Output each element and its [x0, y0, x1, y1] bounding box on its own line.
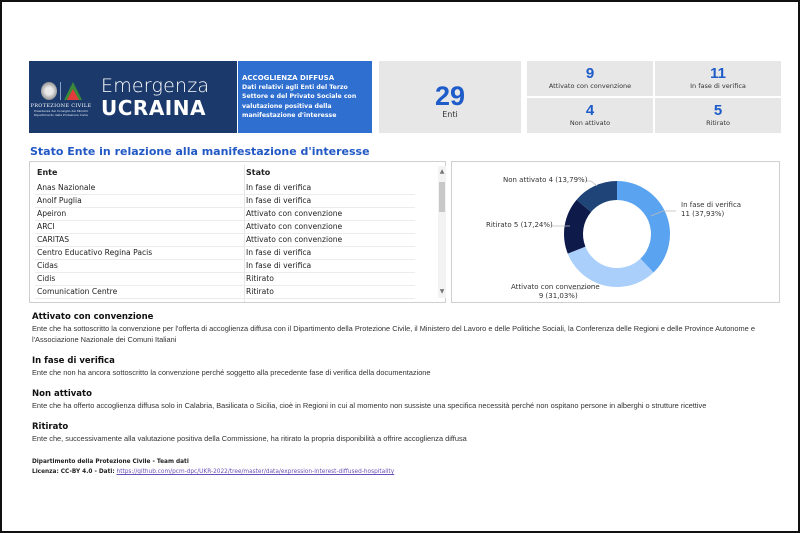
table-row[interactable] — [35, 247, 415, 260]
logo-divider — [60, 82, 61, 100]
title-line2: UCRAINA — [101, 96, 206, 120]
cell-stato: In fase di verifica — [246, 196, 312, 205]
description-box — [238, 61, 372, 133]
logo-org-sub2: Dipartimento della Protezione Civile — [34, 112, 88, 117]
cell-stato: Attivato con convenzione — [246, 235, 343, 244]
legend-title: In fase di verifica — [32, 356, 115, 366]
scroll-thumb[interactable] — [439, 182, 445, 212]
scroll-down-arrow-icon[interactable]: ▼ — [439, 288, 445, 295]
donut-slice-verifica[interactable] — [617, 181, 670, 272]
section-title: Stato Ente in relazione alla manifestazione d'interesse — [30, 145, 370, 158]
status-donut-chart — [451, 161, 780, 303]
cell-stato: Ritirato — [246, 287, 274, 296]
cell-ente: ARCI — [37, 222, 55, 231]
cell-stato: In fase di verifica — [246, 248, 312, 257]
kpi-total-value: 29 — [434, 81, 466, 111]
enti-table[interactable] — [29, 161, 446, 303]
table-row[interactable] — [35, 286, 415, 299]
chart-label-ritirato: Ritirato 5 (17,24%) — [486, 221, 553, 229]
table-row[interactable] — [35, 273, 415, 286]
logo-org-sub1: Presidenza del Consiglio dei Ministri — [34, 108, 88, 113]
kpi-label: Non attivato — [569, 119, 611, 127]
cell-stato: Attivato con convenzione — [246, 222, 343, 231]
legend-text: Ente che, successivamente alla valutazione positiva della Commissione, ha ritirato la propria disponibilità a offrire accoglienza diffusa — [32, 434, 467, 443]
protezione-civile-logo — [29, 61, 93, 133]
cell-ente: Cidas — [37, 261, 58, 270]
protezione-civile-triangle-icon — [64, 82, 82, 100]
kpi-value: 5 — [713, 102, 723, 119]
legend-title: Ritirato — [32, 422, 69, 432]
legend-non-attivato — [32, 389, 792, 411]
footer-credit: Dipartimento della Protezione Civile - Team dati — [32, 459, 189, 465]
table-row[interactable] — [35, 234, 415, 247]
kpi-label: In fase di verifica — [690, 82, 746, 90]
donut-slice-attivato[interactable] — [568, 247, 654, 287]
legend-title: Attivato con convenzione — [32, 312, 154, 322]
table-scrollbar[interactable] — [438, 166, 446, 298]
logo-org-title: PROTEZIONE CIVILE — [30, 102, 92, 109]
legend-title: Non attivato — [32, 389, 92, 399]
kpi-value: 11 — [710, 65, 726, 82]
header-banner — [29, 61, 237, 133]
kpi-non-attivato — [527, 98, 653, 133]
frame-border-top — [0, 0, 800, 2]
column-header-stato[interactable]: Stato — [246, 168, 271, 177]
chart-label-verifica: In fase di verifica 11 (37,93%) — [681, 201, 742, 218]
cell-ente: Apeiron — [37, 209, 67, 218]
cell-stato: In fase di verifica — [246, 261, 312, 270]
emergency-title — [93, 75, 209, 119]
table-row[interactable] — [35, 221, 415, 234]
cell-ente: Anolf Puglia — [37, 196, 82, 205]
column-header-ente[interactable]: Ente — [37, 168, 58, 177]
kpi-label: Ritirato — [706, 119, 730, 127]
legend-ritirato — [32, 422, 792, 444]
italian-republic-emblem-icon — [41, 82, 57, 100]
cell-ente: Anas Nazionale — [37, 183, 96, 192]
description-title: ACCOGLIENZA DIFFUSA — [242, 74, 335, 82]
legend-text: Ente che ha offerto accoglienza diffusa solo in Calabria, Basilicata o Sicilia, cioè in Regioni in cui al momento non sussiste una specifica necessità perché non ospitano persone in alberghi o strutture ricettive — [32, 401, 707, 410]
table-row[interactable] — [35, 208, 415, 221]
description-text: Dati relativi agli Enti del Terzo Settore e del Privato Sociale con valutazione positiva della manifestazione d'interesse — [242, 84, 357, 120]
cell-ente: Cidis — [37, 274, 56, 283]
kpi-total-enti — [379, 61, 521, 133]
legend-text: Ente che ha sottoscritto la convenzione per l'offerta di accoglienza diffusa con il Dipartimento della Protezione Civile, il Ministero del Lavoro e delle Politiche Sociali, la Conferenza delle Regioni e delle Province Autonome e l'Associazione Nazionale dei Comuni Italiani — [32, 324, 755, 344]
legend-text: Ente che non ha ancora sottoscritto la convenzione perché soggetto alla precedente fase di verifica della documentazione — [32, 368, 431, 377]
cell-stato: In fase di verifica — [246, 183, 312, 192]
legend-in-verifica — [32, 356, 792, 378]
cell-ente: Comunication Centre — [37, 287, 118, 296]
kpi-attivato — [527, 61, 653, 96]
kpi-value: 9 — [585, 65, 595, 82]
footer-license — [32, 469, 394, 475]
kpi-value: 4 — [585, 102, 595, 119]
cell-ente: Centro Educativo Regina Pacis — [37, 248, 153, 257]
kpi-total-label: Enti — [442, 110, 458, 119]
table-row[interactable] — [35, 195, 415, 208]
cell-stato: Attivato con convenzione — [246, 209, 343, 218]
data-source-link[interactable]: https://github.com/pcm-dpc/UKR-2022/tree/master/data/expression-interest-diffused-hospitality — [116, 469, 395, 475]
kpi-ritirato — [655, 98, 781, 133]
table-row[interactable] — [35, 182, 415, 195]
table-header — [35, 165, 440, 181]
cell-stato: Ritirato — [246, 274, 274, 283]
chart-label-attivato: Attivato con convenzione 9 (31,03%) — [511, 283, 600, 300]
chart-label-non-attivato: Non attivato 4 (13,79%) — [503, 176, 588, 184]
cell-ente: CARITAS — [37, 235, 70, 244]
title-line1: Emergenza — [101, 75, 210, 97]
table-body — [35, 182, 415, 299]
kpi-in-verifica — [655, 61, 781, 96]
legend-attivato — [32, 312, 792, 345]
donut-chart-svg — [452, 162, 781, 304]
leader-line-non-attivato — [586, 181, 597, 186]
license-label: Licenza: CC-BY 4.0 - Dati: — [32, 469, 115, 475]
kpi-label: Attivato con convenzione — [548, 82, 632, 90]
scroll-up-arrow-icon[interactable]: ▲ — [439, 168, 445, 175]
table-row[interactable] — [35, 260, 415, 273]
frame-border-left — [0, 0, 2, 533]
